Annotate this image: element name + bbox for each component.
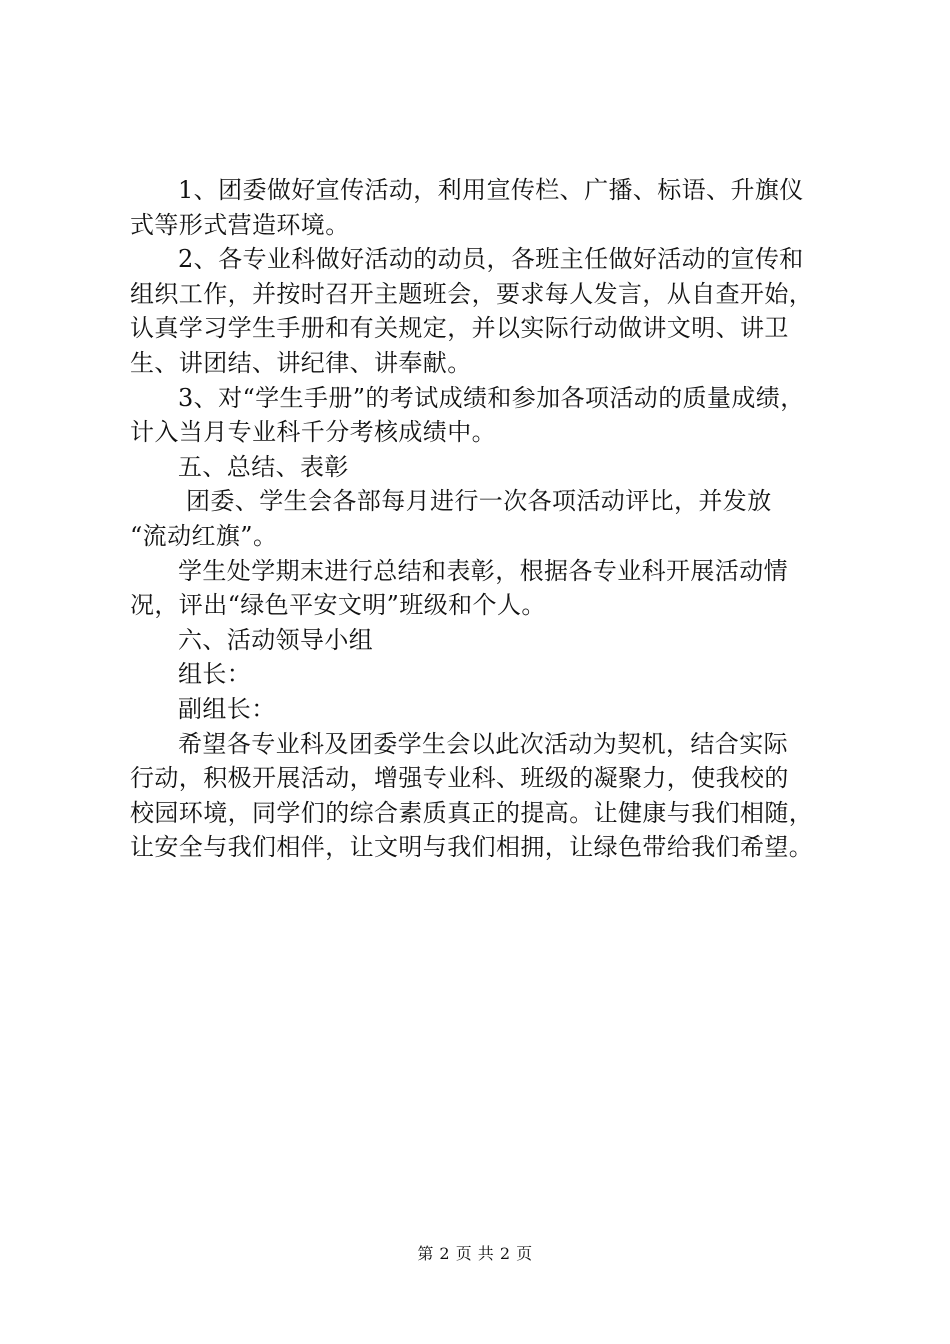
paragraph-line: 式等形式营造环境。 xyxy=(130,210,350,239)
paragraph-line: 组长： xyxy=(178,660,252,689)
paragraph-line: 组织工作，并按时召开主题班会，要求每人发言，从自查开始， xyxy=(130,279,814,308)
paragraph-line: 1、团委做好宣传活动，利用宣传栏、广播、标语、升旗仪 xyxy=(178,176,804,204)
paragraph-line: 副组长： xyxy=(178,694,276,723)
paragraph-line: 3、对“学生手册”的考试成绩和参加各项活动的质量成绩， xyxy=(178,383,805,412)
paragraph-line: 况，评出“绿色平安文明”班级和个人。 xyxy=(130,591,546,620)
document-body xyxy=(130,173,848,865)
page-number-label: 第 2 页 共 2 页 xyxy=(417,1244,533,1263)
paragraph-line: 让安全与我们相伴，让文明与我们相拥，让绿色带给我们希望。 xyxy=(130,833,814,862)
paragraph-line: 2、各专业科做好活动的动员，各班主任做好活动的宣传和 xyxy=(178,245,804,274)
section-heading: 六、活动领导小组 xyxy=(178,625,374,654)
paragraph-line: 生、讲团结、讲纪律、讲奉献。 xyxy=(130,348,472,377)
paragraph-line: 行动，积极开展活动，增强专业科、班级的凝聚力，使我校的 xyxy=(130,764,789,793)
page-footer xyxy=(0,1241,950,1264)
paragraph-line: 希望各专业科及团委学生会以此次活动为契机，结合实际 xyxy=(178,729,788,758)
section-heading: 五、总结、表彰 xyxy=(178,452,349,481)
paragraph-line: “流动红旗”。 xyxy=(130,521,278,550)
paragraph-line: 校园环境，同学们的综合素质真正的提高。让健康与我们相随， xyxy=(130,798,814,827)
paragraph-line: 认真学习学生手册和有关规定，并以实际行动做讲文明、讲卫 xyxy=(130,314,789,343)
paragraph-line: 学生处学期末进行总结和表彰，根据各专业科开展活动情 xyxy=(178,556,788,585)
paragraph-line: 计入当月专业科千分考核成绩中。 xyxy=(130,418,496,447)
paragraph-line: 团委、学生会各部每月进行一次各项活动评比，并发放 xyxy=(186,487,772,516)
